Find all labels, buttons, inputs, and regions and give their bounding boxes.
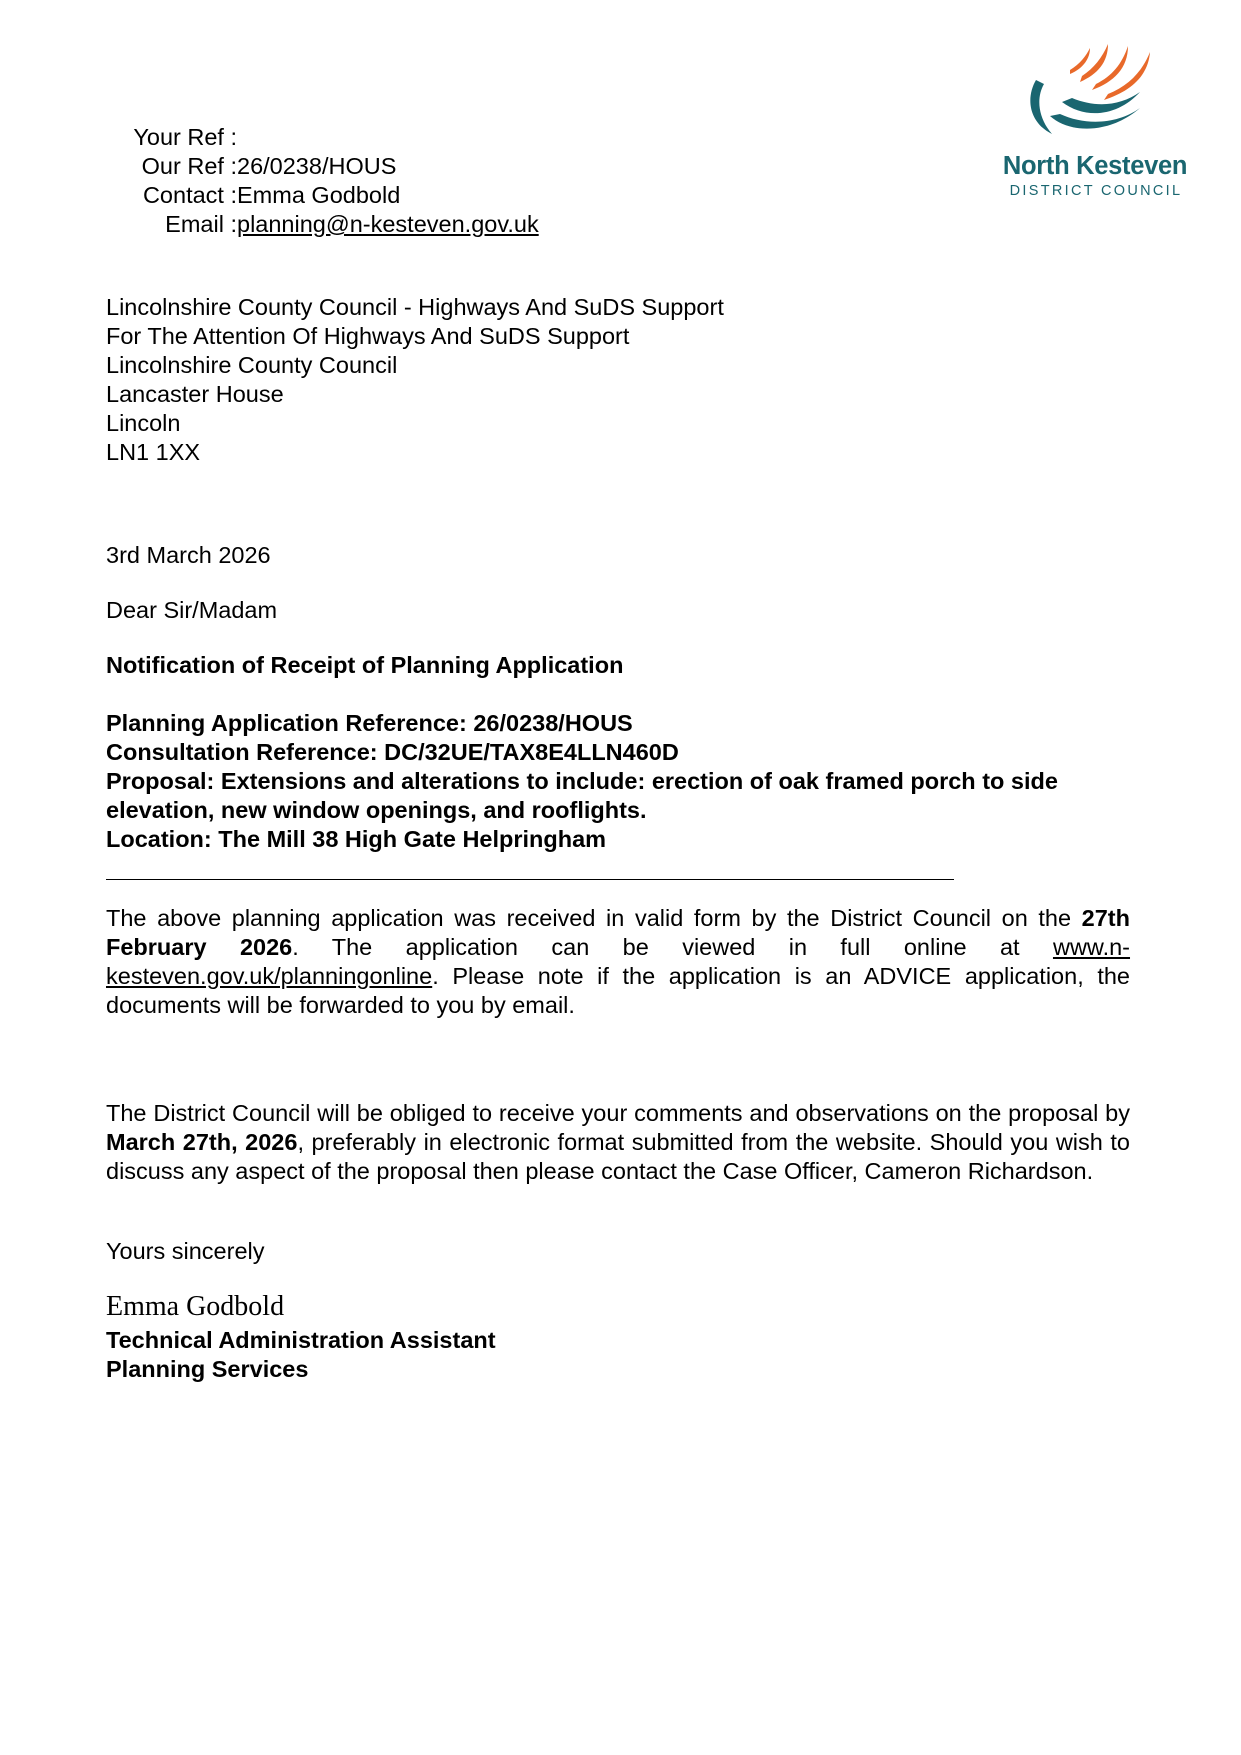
your-ref-row: [0, 123, 560, 152]
reference-block: [0, 123, 560, 239]
application-details: [106, 709, 1136, 854]
address-line: For The Attention Of Highways And SuDS Support: [106, 323, 630, 349]
contact-row: [0, 181, 560, 210]
swoosh-logo-icon: [1000, 42, 1190, 152]
para1-text: The above planning application was received in valid form by the District Council on the: [106, 905, 1082, 931]
our-ref-value: 26/0238/HOUS: [237, 153, 397, 179]
letter-heading: Notification of Receipt of Planning Application: [106, 652, 624, 678]
para2-text: , preferably in electronic format submitted from the website. Should you wish to discuss any aspect of the proposal then please contact the Case Officer, Cameron Richardson.: [106, 1129, 1130, 1184]
logo-name: North Kesteven: [1002, 152, 1188, 180]
signature-title: Technical Administration Assistant: [106, 1327, 496, 1353]
contact-value: Emma Godbold: [237, 182, 401, 208]
proposal-line: Proposal: Extensions and alterations to include: erection of oak framed porch to side: [106, 768, 1058, 794]
address-line: LN1 1XX: [106, 439, 201, 465]
address-line: Lincolnshire County Council - Highways And SuDS Support: [106, 294, 724, 320]
address-line: Lincolnshire County Council: [106, 352, 398, 378]
email-row: [0, 210, 560, 239]
email-link[interactable]: planning@n-kesteven.gov.uk: [237, 211, 539, 237]
salutation: Dear Sir/Madam: [106, 597, 278, 623]
email-label: Email :: [165, 211, 237, 237]
signature-department: Planning Services: [106, 1356, 309, 1382]
your-ref-label: Your Ref :: [133, 124, 237, 150]
consultation-reference: Consultation Reference: DC/32UE/TAX8E4LLN460D: [106, 739, 679, 765]
para1-text: . Please note if the application is an ADVICE application, the documents will be forwarded to you by email.: [106, 963, 1130, 1018]
planning-online-link[interactable]: www.n-kesteven.gov.uk/planningonline: [106, 934, 1131, 989]
application-reference: Planning Application Reference: 26/0238/HOUS: [106, 710, 633, 736]
closing: Yours sincerely: [106, 1238, 265, 1264]
our-ref-row: [0, 152, 560, 181]
recipient-address: [106, 293, 724, 467]
location-line: Location: The Mill 38 High Gate Helpringham: [106, 826, 607, 852]
address-line: Lincoln: [106, 410, 181, 436]
receipt-paragraph: [106, 904, 1130, 1020]
contact-label: Contact :: [142, 182, 237, 208]
signature-name: Emma Godbold: [106, 1291, 285, 1322]
logo-subtitle: DISTRICT COUNCIL: [1009, 183, 1183, 199]
proposal-line: elevation, new window openings, and rooflights.: [106, 797, 647, 823]
signature-block: [106, 1326, 496, 1384]
para1-text: . The application can be viewed in full online at: [292, 934, 1053, 960]
para2-text: The District Council will be obliged to receive your comments and observations on the proposal by: [106, 1100, 1130, 1126]
address-line: Lancaster House: [106, 381, 284, 407]
comments-paragraph: [106, 1099, 1130, 1186]
council-logo: [1000, 42, 1190, 202]
comments-deadline: March 27th, 2026: [106, 1129, 298, 1155]
our-ref-label: Our Ref :: [141, 153, 237, 179]
received-date: 27th February 2026: [106, 905, 1130, 960]
divider: [106, 879, 954, 880]
letter-date: 3rd March 2026: [106, 542, 271, 568]
